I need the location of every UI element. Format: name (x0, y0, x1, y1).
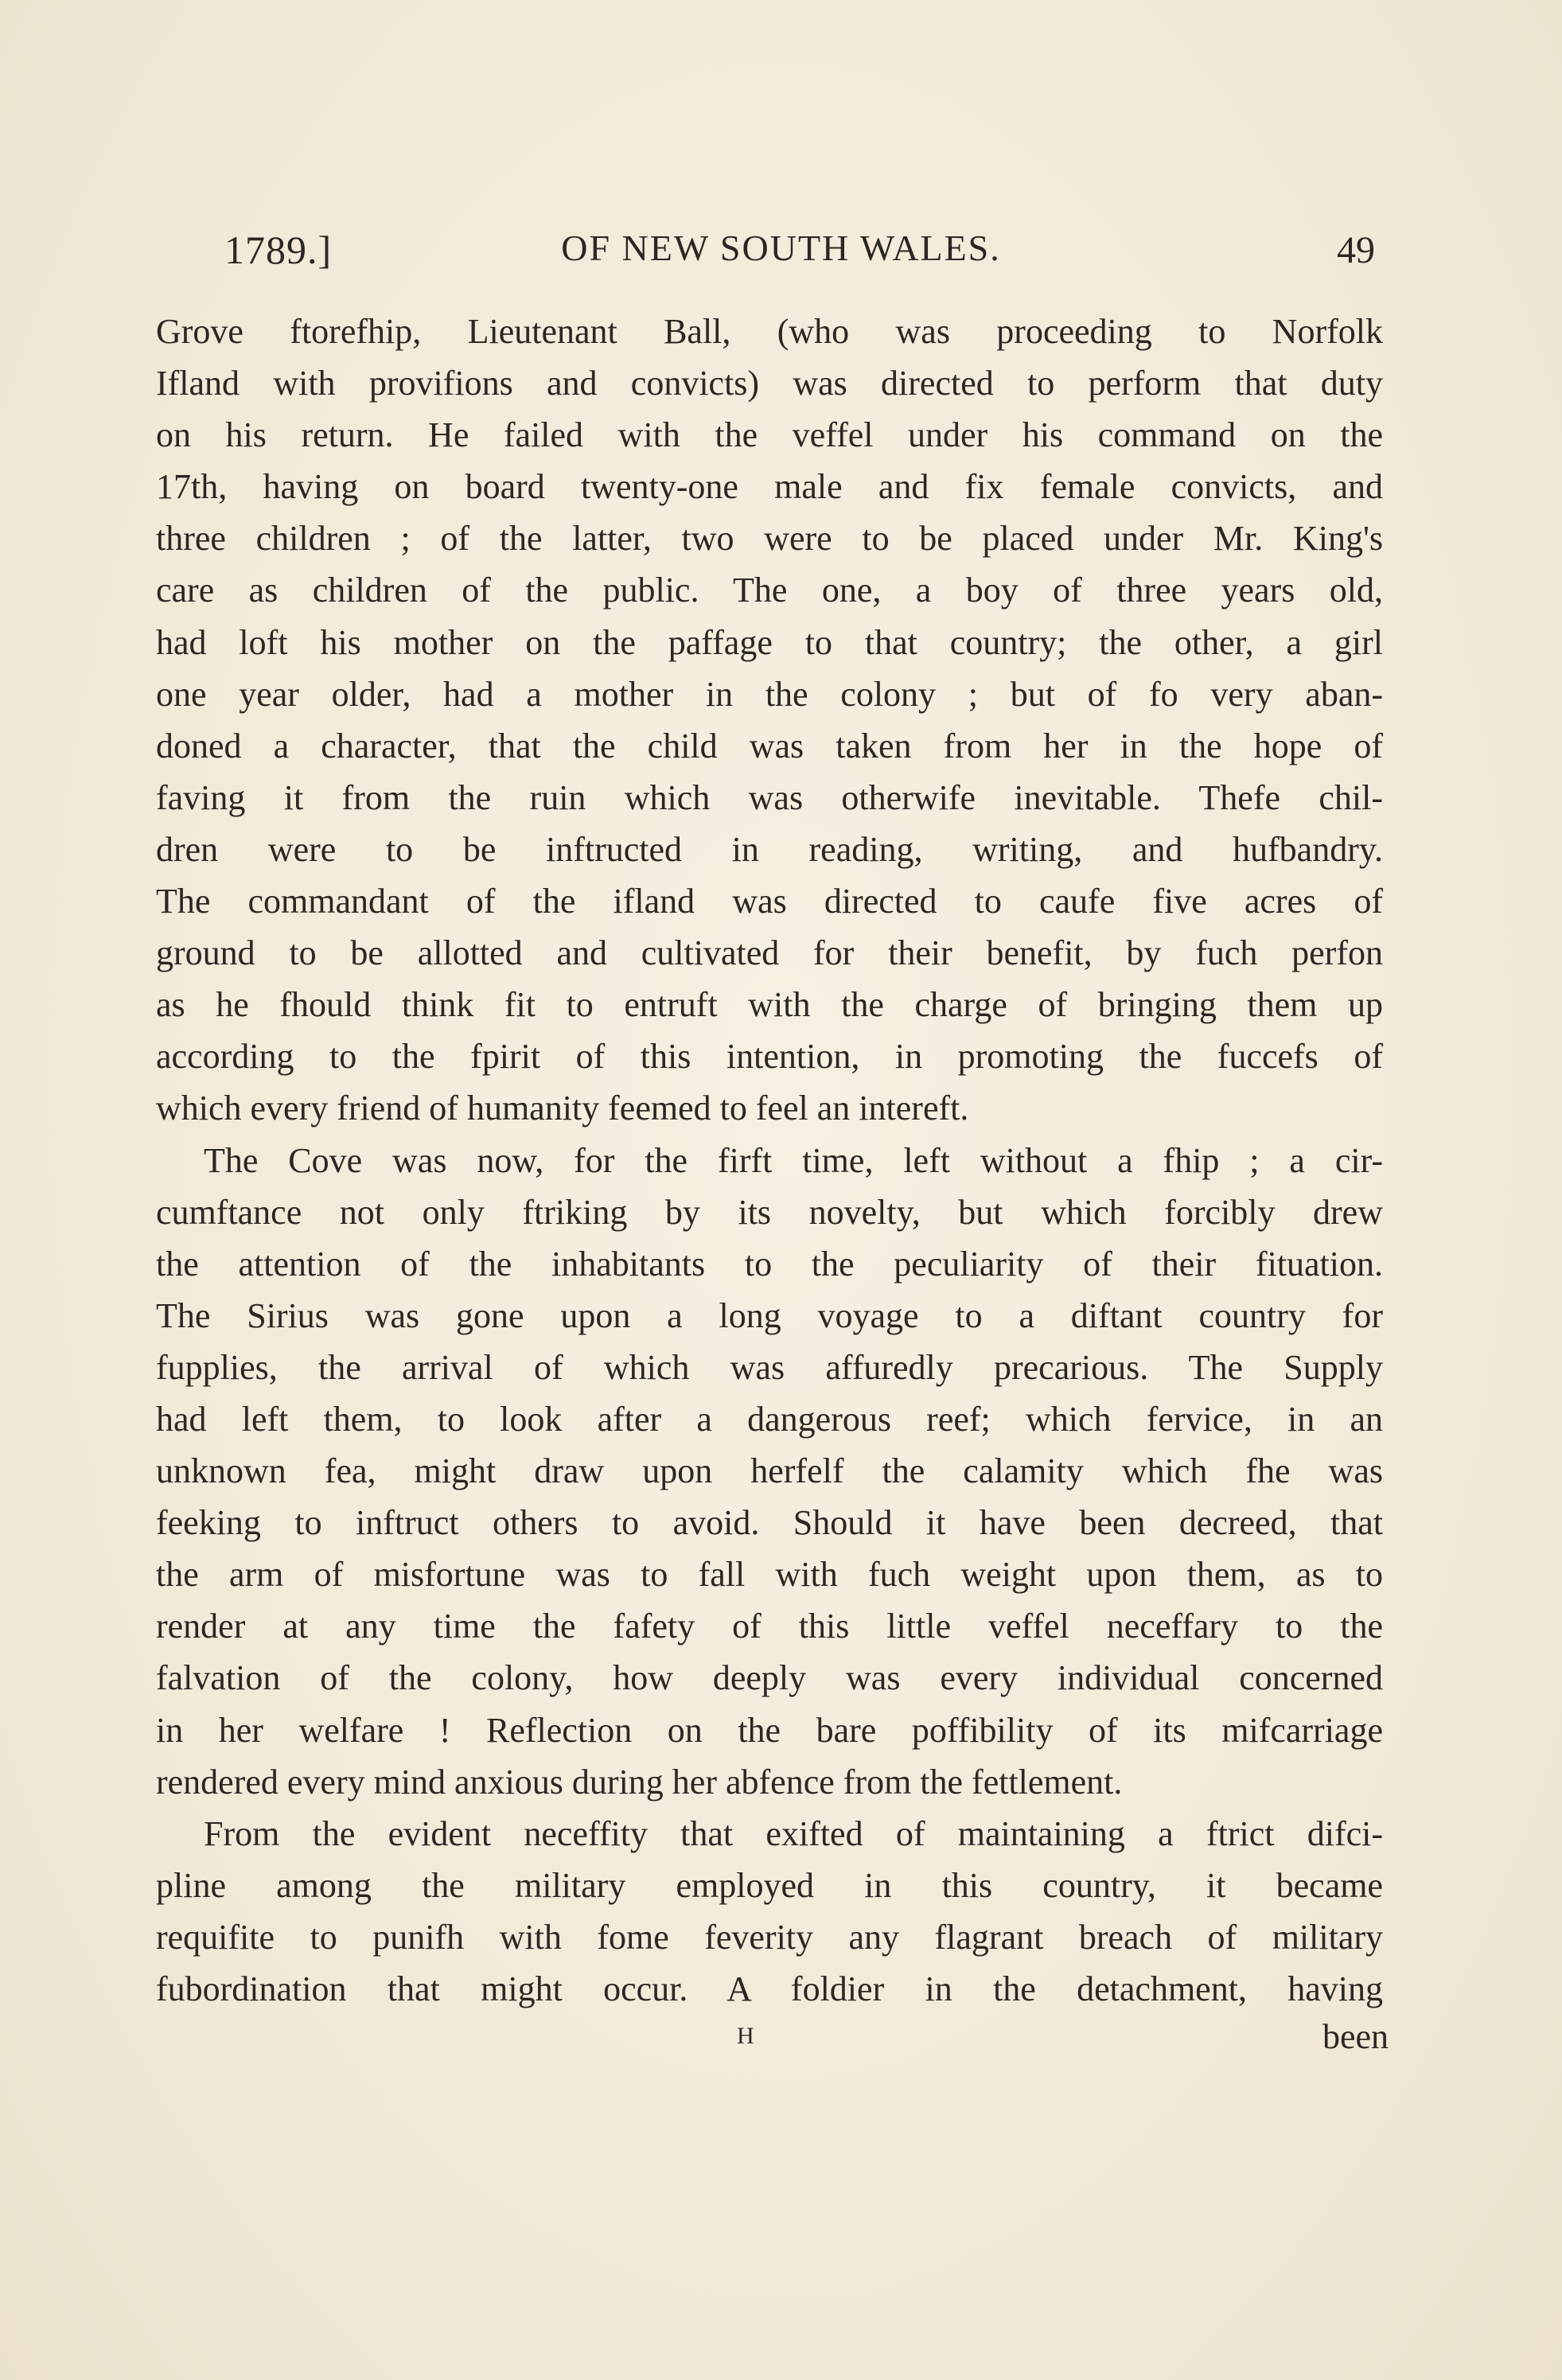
text-line: The commandant of the ifland was directed to caufe five acres of (156, 882, 1383, 921)
text-line: care as children of the public. The one, a boy of three years old, (156, 571, 1383, 610)
text-line: The Sirius was gone upon a long voyage to a diftant country for (156, 1295, 1383, 1335)
text-line: unknown fea, might draw upon herfelf the calamity which fhe was (156, 1451, 1383, 1491)
text-line: From the evident neceffity that exifted of maintaining a ftrict difci- (204, 1813, 1383, 1853)
text-line: three children ; of the latter, two were to be placed under Mr. King's (156, 519, 1383, 559)
text-line: doned a character, that the child was taken from her in the hope of (156, 726, 1383, 765)
text-line: one year older, had a mother in the colony ; but of fo very aban- (156, 674, 1383, 714)
text-line: as he fhould think fit to entruft with the charge of bringing them up (156, 985, 1383, 1025)
text-line: pline among the military employed in this country, it became (156, 1865, 1383, 1905)
text-line: requifite to punifh with fome feverity any flagrant breach of military (156, 1917, 1383, 1957)
running-header (0, 227, 1562, 282)
text-line: the arm of misfortune was to fall with fuch weight upon them, as to (156, 1555, 1383, 1595)
text-line: Grove ftorefhip, Lieutenant Ball, (who was proceeding to Norfolk (156, 312, 1383, 351)
text-line: falvation of the colony, how deeply was every individual concerned (156, 1658, 1383, 1698)
text-line: fubordination that might occur. A foldier in the detachment, having (156, 1969, 1383, 2008)
text-line: dren were to be inftructed in reading, writing, and hufbandry. (156, 829, 1383, 869)
text-line: had loft his mother on the paffage to that country; the other, a girl (156, 622, 1383, 662)
text-line: in her welfare ! Reflection on the bare poffibility of its mifcarriage (156, 1710, 1383, 1750)
text-line: The Cove was now, for the firft time, left without a fhip ; a cir- (204, 1140, 1383, 1180)
text-line: feeking to inftruct others to avoid. Should it have been decreed, that (156, 1503, 1383, 1543)
text-line: according to the fpirit of this intention, in promoting the fuccefs of (156, 1037, 1383, 1077)
body-text (156, 306, 1383, 2015)
text-line: on his return. He failed with the veffel under his command on the (156, 415, 1383, 455)
text-line: the attention of the inhabitants to the peculiarity of their fituation. (156, 1244, 1383, 1283)
text-line: fupplies, the arrival of which was affuredly precarious. The Supply (156, 1347, 1383, 1387)
text-line: faving it from the ruin which was otherwife inevitable. Thefe chil- (156, 777, 1383, 817)
text-line: 17th, having on board twenty-one male and fix female convicts, and (156, 467, 1383, 507)
text-line: Ifland with provifions and convicts) was directed to perform that duty (156, 364, 1383, 403)
signature-mark: H (737, 2023, 756, 2049)
text-line: render at any time the fafety of this little veffel neceffary to the (156, 1607, 1383, 1646)
page-number: 49 (1337, 229, 1375, 271)
text-line: had left them, to look after a dangerous reef; which fervice, in an (156, 1399, 1383, 1439)
text-line: rendered every mind anxious during her abfence from the fettlement. (156, 1762, 1123, 1802)
text-line: which every friend of humanity feemed to feel an intereft. (156, 1089, 969, 1128)
header-year: 1789.] (224, 228, 333, 272)
header-title: OF NEW SOUTH WALES. (561, 228, 1001, 268)
text-line: cumftance not only ftriking by its novelty, but which forcibly drew (156, 1192, 1383, 1232)
page-footer (0, 2016, 1562, 2064)
catchword: been (1322, 2017, 1389, 2056)
text-line: ground to be allotted and cultivated for their benefit, by fuch perfon (156, 933, 1383, 973)
